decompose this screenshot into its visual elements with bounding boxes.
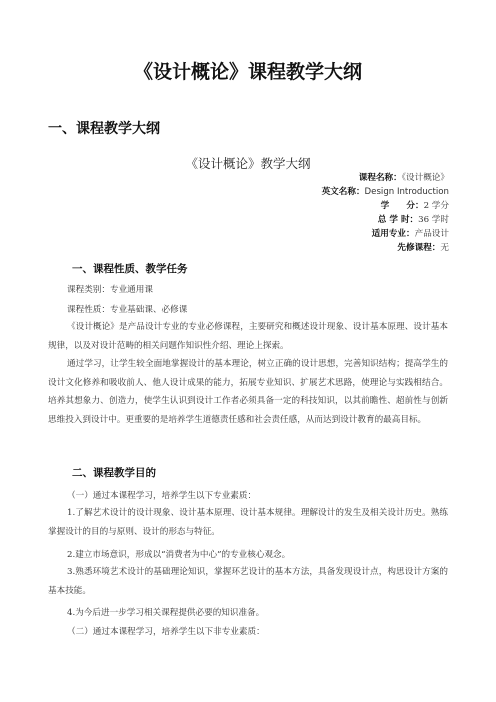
meta-hours: 总 学 时：36 学时	[377, 215, 449, 225]
document-title: 《设计概论》课程教学大纲	[133, 61, 362, 83]
list-item-1: 1.了解艺术设计的设计现象、设计基本原理、设计基本规律。理解设计的发生及相关设计历史。熟练掌握设计的目的与原则、设计的形态与特征。	[48, 508, 448, 537]
list-item-3: 3.熟悉环境艺术设计的基础理论知识，掌握环艺设计的基本方法，具备发现设计点，构思设计方案的基本技能。	[48, 567, 448, 596]
subsection-2: （二）通过本课程学习，培养学生以下非专业素质：	[67, 627, 265, 637]
meta-major: 适用专业：产品设计	[371, 229, 449, 239]
section2-heading: 二、课程教学目的	[72, 467, 156, 479]
section-heading: 一、课程教学大纲	[48, 121, 160, 137]
meta-credits: 学 分：2 学分	[380, 201, 449, 211]
subsection-1: （一）通过本课程学习，培养学生以下专业素质：	[67, 491, 257, 501]
list-item-2: 2.建立市场意识，形成以“消费者为中心”的专业核心观念。	[67, 550, 291, 560]
list-item-4: 4.为今后进一步学习相关课程提供必要的知识准备。	[67, 608, 265, 618]
paragraph-goals: 通过学习，让学生较全面地掌握设计的基本理论，树立正确的设计思想，完善知识结构；提高学生的设计文化修养和吸收前人、他人设计成果的能力，拓展专业知识、扩展艺术思路，使理论与实践相结合。培养其想象力、创造力，使学生认识到设计工作者必须具备一定的科技知识，以其前瞻性、超前性与创新思维投入到设计中。更重要的是培养学生道德责任感和社会责任感，从而达到设计教育的最高目标。	[48, 359, 448, 425]
meta-course-name: 课程名称：《设计概论》	[358, 173, 449, 183]
course-type: 课程类别：专业通用课	[67, 285, 153, 295]
meta-prerequisite: 先修课程：无	[397, 243, 449, 253]
meta-english-name: 英文名称：Design Introduction	[321, 187, 449, 197]
section1-heading: 一、课程性质、教学任务	[72, 263, 188, 275]
paragraph-intro: 《设计概论》是产品设计专业的专业必修课程，主要研究和概述设计现象、设计基本原理、设计基本规律，以及对设计范畴的相关问题作知识性介绍、理论上探索。	[48, 322, 448, 351]
syllabus-subtitle: 《设计概论》教学大纲	[185, 156, 311, 171]
course-nature: 课程性质：专业基础课、必修课	[67, 305, 188, 315]
